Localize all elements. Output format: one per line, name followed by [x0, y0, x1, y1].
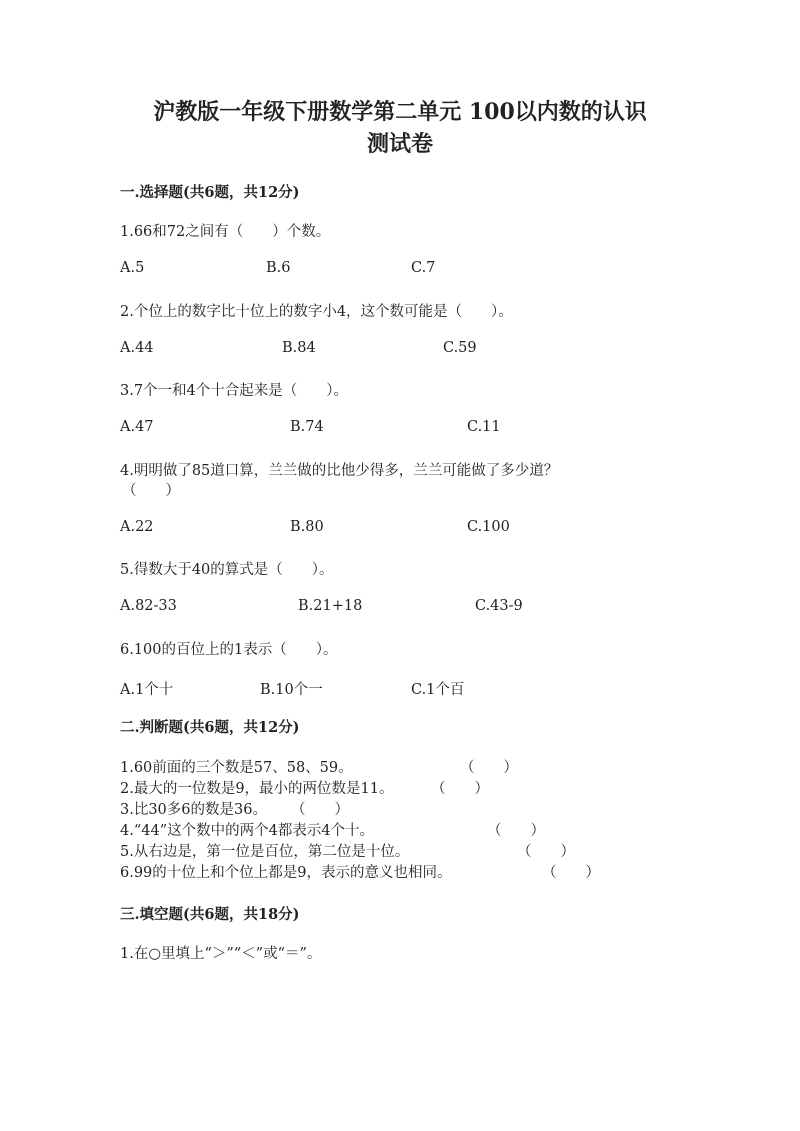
statement-text: 6.99的十位上和个位上都是9，表示的意义也相同。	[120, 865, 452, 881]
page-subtitle: 测试卷	[366, 131, 433, 157]
option-b: B.84	[282, 340, 316, 356]
statement-text: 2.最大的一位数是9，最小的两位数是11。	[120, 781, 394, 797]
statement-text: 5.从右边是，第一位是百位，第二位是十位。	[120, 844, 410, 860]
section-heading-fill: 三.填空题(共6题，共18分)	[120, 906, 300, 923]
answer-parentheses: （ ）	[542, 865, 600, 881]
answer-parentheses: （ ）	[460, 760, 518, 776]
question-text: 4.明明做了85道口算，兰兰做的比他少得多，兰兰可能做了多少道？	[120, 463, 559, 479]
option-c: C.7	[411, 260, 436, 276]
statement-text: 3.比30多6的数是36。	[120, 802, 267, 818]
question-text: 6.100的百位上的1表示（ ）。	[120, 642, 338, 658]
statement-text: 4.“44”这个数中的两个4都表示4个十。	[120, 823, 375, 839]
option-b: B.21+18	[298, 598, 363, 614]
option-a: A.1个十	[120, 682, 174, 698]
option-b: B.6	[266, 260, 291, 276]
question-text: 1.在○里填上“＞”“＜”或“＝”。	[120, 946, 322, 962]
question-text: 5.得数大于40的算式是（ ）。	[120, 562, 334, 578]
question-text: 1.66和72之间有（ ）个数。	[120, 224, 331, 240]
option-c: C.1个百	[411, 682, 465, 698]
option-c: C.43-9	[475, 598, 523, 614]
option-c: C.11	[467, 419, 501, 435]
option-b: B.10个一	[260, 682, 323, 698]
question-text: 2.个位上的数字比十位上的数字小4，这个数可能是（ ）。	[120, 304, 513, 320]
option-c: C.59	[443, 340, 477, 356]
answer-parentheses: （ ）	[487, 823, 545, 839]
option-a: A.44	[120, 340, 154, 356]
option-a: A.5	[120, 260, 145, 276]
page-title: 沪教版一年级下册数学第二单元 100以内数的认识	[153, 99, 647, 125]
answer-parentheses: （ ）	[431, 781, 489, 797]
option-b: B.74	[290, 419, 324, 435]
section-heading-judgement: 二.判断题(共6题，共12分)	[120, 719, 300, 736]
option-c: C.100	[467, 519, 510, 535]
answer-parentheses: （ ）	[517, 844, 575, 860]
section-heading-choice: 一.选择题(共6题，共12分)	[120, 184, 300, 201]
option-a: A.82-33	[120, 598, 177, 614]
option-a: A.22	[120, 519, 154, 535]
statement-text: 1.60前面的三个数是57、58、59。	[120, 760, 353, 776]
answer-parentheses: （ ）	[122, 483, 180, 499]
option-a: A.47	[120, 419, 154, 435]
option-b: B.80	[290, 519, 324, 535]
question-text: 3.7个一和4个十合起来是（ ）。	[120, 383, 349, 399]
answer-parentheses: （ ）	[291, 802, 349, 818]
